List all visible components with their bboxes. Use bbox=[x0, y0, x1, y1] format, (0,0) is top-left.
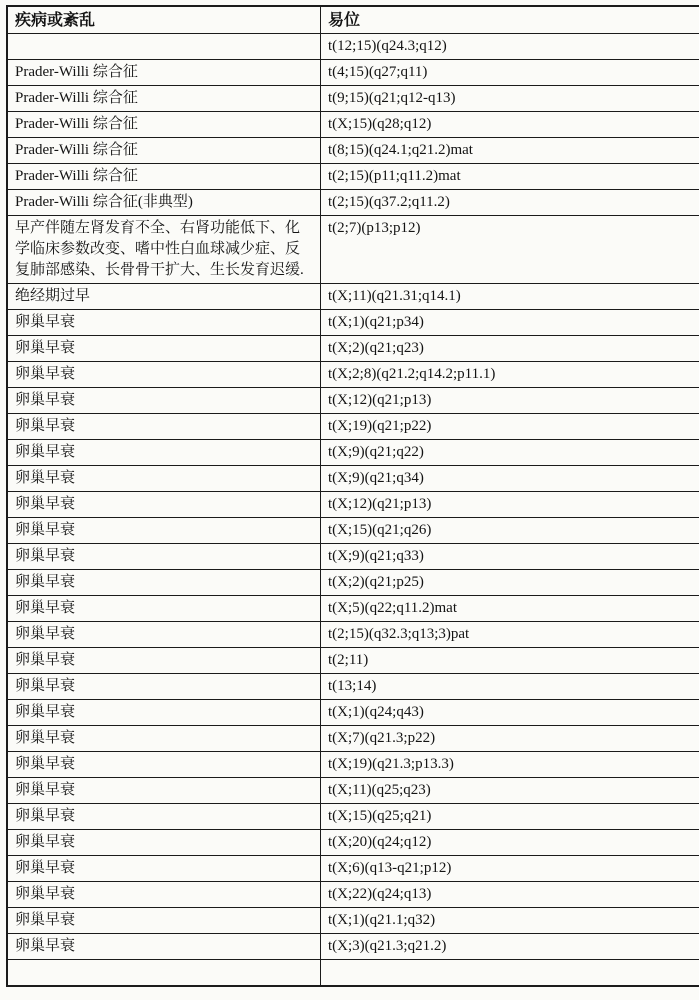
table-row bbox=[7, 466, 699, 492]
translocation-cell: t(X;11)(q21.31;q14.1) bbox=[321, 284, 699, 310]
translocation-cell: t(X;19)(q21.3;p13.3) bbox=[321, 752, 699, 778]
table-row bbox=[7, 700, 699, 726]
translocation-cell: t(2;15)(p11;q11.2)mat bbox=[321, 164, 699, 190]
disease-cell: 卵巢早衰 bbox=[7, 934, 321, 960]
translocation-cell: t(X;15)(q21;q26) bbox=[321, 518, 699, 544]
translocation-cell: t(X;11)(q25;q23) bbox=[321, 778, 699, 804]
disease-cell: 卵巢早衰 bbox=[7, 362, 321, 388]
disease-cell: Prader-Willi 综合征 bbox=[7, 138, 321, 164]
disease-cell: 卵巢早衰 bbox=[7, 544, 321, 570]
table-row bbox=[7, 164, 699, 190]
table-row bbox=[7, 960, 699, 987]
translocation-cell: t(X;20)(q24;q12) bbox=[321, 830, 699, 856]
disease-cell: Prader-Willi 综合征(非典型) bbox=[7, 190, 321, 216]
disease-cell: Prader-Willi 综合征 bbox=[7, 164, 321, 190]
disease-cell: Prader-Willi 综合征 bbox=[7, 112, 321, 138]
disease-cell: 卵巢早衰 bbox=[7, 492, 321, 518]
disease-cell: 卵巢早衰 bbox=[7, 570, 321, 596]
table-row bbox=[7, 138, 699, 164]
table-row bbox=[7, 518, 699, 544]
translocation-cell: t(X;5)(q22;q11.2)mat bbox=[321, 596, 699, 622]
table-row bbox=[7, 830, 699, 856]
table-row bbox=[7, 908, 699, 934]
disease-cell: 卵巢早衰 bbox=[7, 778, 321, 804]
translocation-cell: t(X;7)(q21.3;p22) bbox=[321, 726, 699, 752]
translocation-cell: t(X;6)(q13-q21;p12) bbox=[321, 856, 699, 882]
disease-cell: 卵巢早衰 bbox=[7, 856, 321, 882]
translocation-cell: t(X;2)(q21;p25) bbox=[321, 570, 699, 596]
table-row bbox=[7, 492, 699, 518]
table-row bbox=[7, 622, 699, 648]
disease-cell: 卵巢早衰 bbox=[7, 804, 321, 830]
disease-cell: 卵巢早衰 bbox=[7, 388, 321, 414]
translocation-cell: t(2;7)(p13;p12) bbox=[321, 216, 699, 284]
table-row bbox=[7, 190, 699, 216]
disease-cell bbox=[7, 960, 321, 987]
disease-cell: Prader-Willi 综合征 bbox=[7, 86, 321, 112]
disease-cell: 卵巢早衰 bbox=[7, 830, 321, 856]
disease-cell: 卵巢早衰 bbox=[7, 310, 321, 336]
translocation-cell: t(8;15)(q24.1;q21.2)mat bbox=[321, 138, 699, 164]
translocation-cell: t(X;1)(q21;p34) bbox=[321, 310, 699, 336]
disease-cell: 卵巢早衰 bbox=[7, 466, 321, 492]
disease-cell: 卵巢早衰 bbox=[7, 596, 321, 622]
disease-cell: 卵巢早衰 bbox=[7, 752, 321, 778]
table-row bbox=[7, 544, 699, 570]
disease-cell: 卵巢早衰 bbox=[7, 336, 321, 362]
disease-cell: 卵巢早衰 bbox=[7, 700, 321, 726]
table-row bbox=[7, 310, 699, 336]
translocation-cell: t(13;14) bbox=[321, 674, 699, 700]
table-row bbox=[7, 648, 699, 674]
disease-cell: 卵巢早衰 bbox=[7, 414, 321, 440]
table-header-row bbox=[7, 6, 699, 34]
table-row bbox=[7, 804, 699, 830]
translocation-cell: t(4;15)(q27;q11) bbox=[321, 60, 699, 86]
translocation-cell: t(X;22)(q24;q13) bbox=[321, 882, 699, 908]
disease-cell: 卵巢早衰 bbox=[7, 622, 321, 648]
translocation-cell: t(X;12)(q21;p13) bbox=[321, 492, 699, 518]
table-row bbox=[7, 86, 699, 112]
table-row bbox=[7, 34, 699, 60]
disease-cell: Prader-Willi 综合征 bbox=[7, 60, 321, 86]
table-row bbox=[7, 778, 699, 804]
table-row bbox=[7, 596, 699, 622]
table-row bbox=[7, 112, 699, 138]
translocation-cell: t(2;15)(q32.3;q13;3)pat bbox=[321, 622, 699, 648]
translocation-cell: t(X;15)(q25;q21) bbox=[321, 804, 699, 830]
disease-cell: 卵巢早衰 bbox=[7, 908, 321, 934]
translocation-cell bbox=[321, 960, 699, 987]
table-row bbox=[7, 284, 699, 310]
disease-cell: 早产伴随左肾发育不全、右肾功能低下、化学临床参数改变、嗜中性白血球减少症、反复肺部感染、长骨骨干扩大、生长发育迟缓. bbox=[7, 216, 321, 284]
table-row bbox=[7, 674, 699, 700]
translocation-cell: t(X;15)(q28;q12) bbox=[321, 112, 699, 138]
table-row bbox=[7, 362, 699, 388]
translocation-cell: t(X;3)(q21.3;q21.2) bbox=[321, 934, 699, 960]
table-row bbox=[7, 388, 699, 414]
table-row bbox=[7, 934, 699, 960]
table-row bbox=[7, 752, 699, 778]
translocation-cell: t(X;2)(q21;q23) bbox=[321, 336, 699, 362]
translocation-cell: t(X;2;8)(q21.2;q14.2;p11.1) bbox=[321, 362, 699, 388]
table-row bbox=[7, 60, 699, 86]
table-row bbox=[7, 216, 699, 284]
table-row bbox=[7, 856, 699, 882]
disease-cell: 绝经期过早 bbox=[7, 284, 321, 310]
table-body bbox=[7, 34, 699, 987]
translocation-cell: t(X;9)(q21;q34) bbox=[321, 466, 699, 492]
disease-cell bbox=[7, 34, 321, 60]
disease-cell: 卵巢早衰 bbox=[7, 674, 321, 700]
table-row bbox=[7, 570, 699, 596]
translocation-cell: t(X;1)(q24;q43) bbox=[321, 700, 699, 726]
translocation-cell: t(X;19)(q21;p22) bbox=[321, 414, 699, 440]
translocation-column-header: 易位 bbox=[321, 6, 699, 34]
translocation-cell: t(X;12)(q21;p13) bbox=[321, 388, 699, 414]
disease-cell: 卵巢早衰 bbox=[7, 648, 321, 674]
translocation-cell: t(X;9)(q21;q22) bbox=[321, 440, 699, 466]
table-row bbox=[7, 336, 699, 362]
table-row bbox=[7, 882, 699, 908]
translocation-cell: t(9;15)(q21;q12-q13) bbox=[321, 86, 699, 112]
disease-cell: 卵巢早衰 bbox=[7, 882, 321, 908]
table-row bbox=[7, 726, 699, 752]
disease-cell: 卵巢早衰 bbox=[7, 518, 321, 544]
disease-cell: 卵巢早衰 bbox=[7, 440, 321, 466]
disease-column-header: 疾病或紊乱 bbox=[7, 6, 321, 34]
translocation-cell: t(2;15)(q37.2;q11.2) bbox=[321, 190, 699, 216]
table-row bbox=[7, 414, 699, 440]
translocation-cell: t(X;1)(q21.1;q32) bbox=[321, 908, 699, 934]
disease-cell: 卵巢早衰 bbox=[7, 726, 321, 752]
translocation-cell: t(X;9)(q21;q33) bbox=[321, 544, 699, 570]
translocation-cell: t(2;11) bbox=[321, 648, 699, 674]
disease-translocation-table bbox=[6, 5, 699, 987]
translocation-cell: t(12;15)(q24.3;q12) bbox=[321, 34, 699, 60]
table-head bbox=[7, 6, 699, 34]
table-row bbox=[7, 440, 699, 466]
